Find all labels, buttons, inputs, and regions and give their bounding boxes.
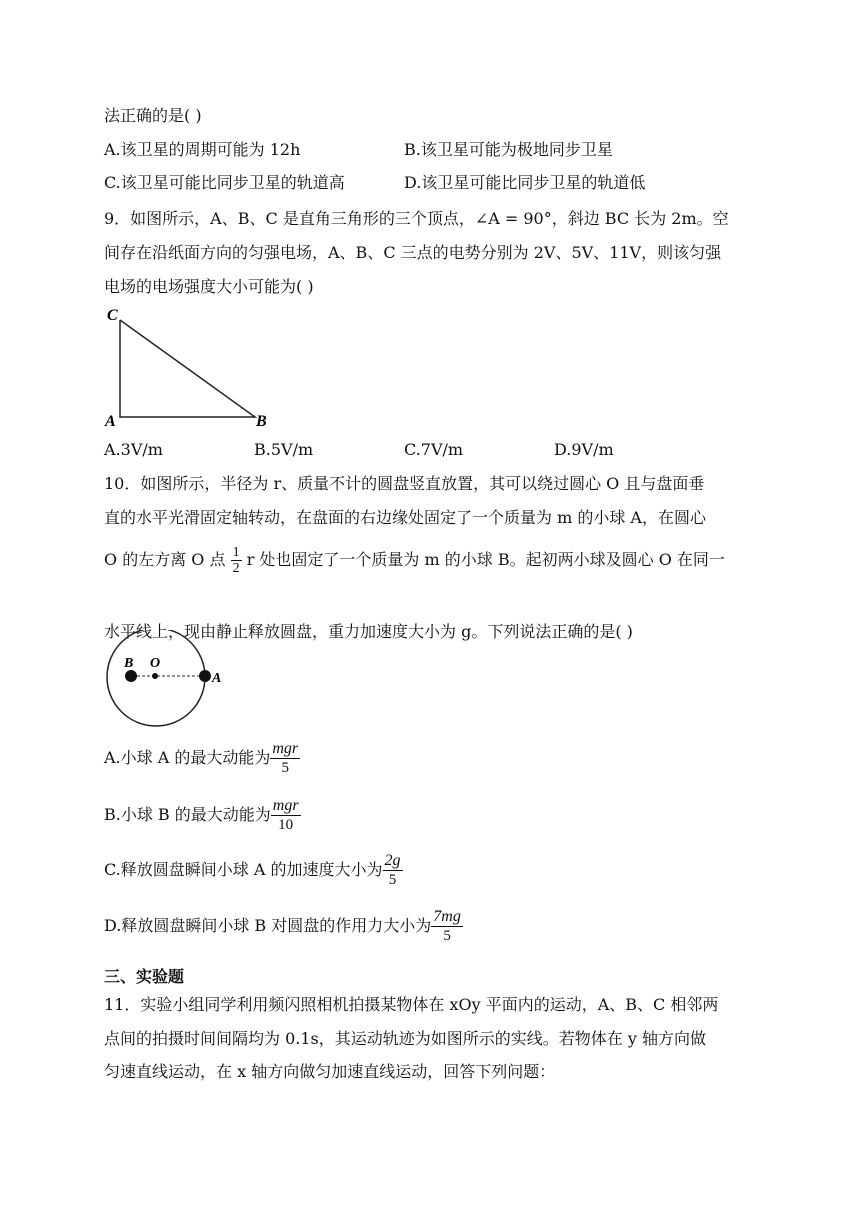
ball-a <box>199 670 211 682</box>
q9-stem-line-1: 9．如图所示，A、B、C 是直角三角形的三个顶点，∠A = 90°，斜边 BC 长为 2m。空 <box>104 209 729 228</box>
vertex-label-a: A <box>105 413 116 430</box>
q9-option-b: B.5V/m <box>254 440 314 459</box>
q8-option-b: B.该卫星可能为极地同步卫星 <box>404 140 613 159</box>
q11-stem-line-2: 点间的拍摄时间间隔均为 0.1s，其运动轨迹为如图所示的实线。若物体在 y 轴方向做 <box>104 1029 706 1048</box>
q8-stem-tail: 法正确的是( ) <box>104 106 202 125</box>
q9-option-d: D.9V/m <box>554 440 614 459</box>
vertex-label-c: C <box>107 307 118 324</box>
q10-stem-line-3 <box>104 540 725 580</box>
q8-option-c: C.该卫星可能比同步卫星的轨道高 <box>104 173 345 192</box>
center-o <box>152 673 158 679</box>
q10-option-a <box>104 738 300 778</box>
q9-stem-line-3: 电场的电场强度大小可能为( ) <box>104 277 314 296</box>
denominator: 5 <box>281 760 290 776</box>
q10-line3-before: O 的左方离 O 点 <box>104 550 226 569</box>
q11-stem-line-1: 11．实验小组同学利用频闪照相机拍摄某物体在 xOy 平面内的运动，A、B、C 相邻两 <box>104 995 719 1014</box>
q10-stem-line-2: 直的水平光滑固定轴转动，在盘面的右边缘处固定了一个质量为 m 的小球 A，在圆心 <box>104 508 706 527</box>
fraction-numerator: 1 <box>232 545 240 560</box>
option-c-fraction <box>383 852 403 889</box>
q8-option-a: A.该卫星的周期可能为 12h <box>104 140 301 159</box>
q10-stem-line-4: 水平线上，现由静止释放圆盘，重力加速度大小为 g。下列说法正确的是( ) <box>104 622 633 641</box>
denominator: 10 <box>278 817 294 833</box>
q10-option-d <box>104 906 463 946</box>
label-a: A <box>212 671 222 686</box>
q9-stem-line-2: 间存在沿纸面方向的匀强电场，A、B、C 三点的电势分别为 2V、5V、11V，则该匀强 <box>104 243 722 262</box>
q10-line3-after: r 处也固定了一个质量为 m 的小球 B。起初两小球及圆心 O 在同一 <box>246 550 725 569</box>
numerator: 7mg <box>433 908 461 925</box>
ball-b <box>125 670 137 682</box>
option-b-fraction <box>271 797 301 834</box>
q10-option-c <box>104 850 403 890</box>
option-a-fraction <box>270 740 300 777</box>
option-c-text: C.释放圆盘瞬间小球 A 的加速度大小为 <box>104 860 383 879</box>
q8-option-d: D.该卫星可能比同步卫星的轨道低 <box>404 173 646 192</box>
label-b: B <box>124 656 134 671</box>
label-o: O <box>150 656 161 671</box>
section-heading: 三、实验题 <box>104 967 185 986</box>
q10-disk-figure <box>100 630 240 730</box>
triangle-outline <box>120 320 255 417</box>
fraction-denominator: 2 <box>232 561 240 576</box>
option-d-fraction <box>431 908 463 945</box>
denominator: 5 <box>443 928 451 944</box>
option-a-text: A.小球 A 的最大动能为 <box>104 748 271 767</box>
q10-option-b <box>104 795 301 835</box>
option-d-text: D.释放圆盘瞬间小球 B 对圆盘的作用力大小为 <box>104 916 432 935</box>
q9-triangle-figure <box>100 302 280 432</box>
q9-option-c: C.7V/m <box>404 440 464 459</box>
q11-stem-line-3: 匀速直线运动，在 x 轴方向做匀加速直线运动，回答下列问题： <box>104 1062 556 1081</box>
q10-stem-line-1: 10．如图所示，半径为 r、质量不计的圆盘竖直放置，其可以绕过圆心 O 且与盘面垂 <box>104 474 705 493</box>
option-b-text: B.小球 B 的最大动能为 <box>104 805 271 824</box>
denominator: 5 <box>388 872 397 888</box>
fraction-one-half <box>231 545 242 576</box>
vertex-label-b: B <box>256 413 267 430</box>
numerator: 2g <box>384 852 401 869</box>
numerator: mgr <box>272 797 299 814</box>
q9-option-a: A.3V/m <box>104 440 163 459</box>
numerator: mgr <box>272 740 299 757</box>
